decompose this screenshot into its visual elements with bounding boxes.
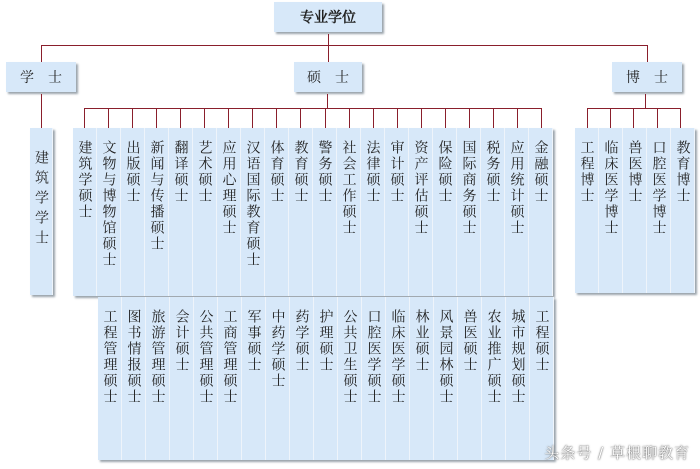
degree-item	[97, 128, 121, 296]
connector-root-down	[328, 34, 329, 64]
degree-item-label: 城市规划硕士	[509, 309, 526, 405]
degree-item-label: 公共卫生硕士	[341, 309, 358, 405]
degree-item	[385, 128, 409, 296]
degree-item	[409, 128, 433, 296]
category-label: 博 士	[626, 70, 668, 86]
degree-item-label: 体育硕士	[268, 140, 285, 204]
degree-item	[122, 297, 146, 460]
degree-item-label: 审计硕士	[388, 140, 405, 204]
degree-item-label: 社会工作硕士	[340, 140, 357, 236]
degree-item	[217, 128, 241, 296]
connector-tick	[469, 108, 470, 128]
connector-tick	[108, 108, 109, 128]
degree-item	[169, 128, 193, 296]
degree-item	[530, 297, 554, 460]
degree-item-label: 税务硕士	[484, 140, 501, 204]
degree-item-label: 文物与博物馆硕士	[100, 140, 117, 268]
degree-item-label: 临床医学博士	[602, 140, 619, 236]
degree-item-label: 汉语国际教育硕士	[244, 140, 261, 268]
watermark: 头条号 / 草根聊教育	[544, 444, 690, 462]
connector-tick	[300, 108, 301, 128]
degree-item-label: 建筑学硕士	[76, 140, 93, 220]
degree-item	[289, 128, 313, 296]
connector-tick	[541, 108, 542, 128]
connector-tick	[493, 108, 494, 128]
degree-item	[671, 128, 695, 293]
degree-item	[599, 128, 623, 293]
bachelor-items	[30, 128, 53, 295]
connector-tick	[445, 108, 446, 128]
connector-tick	[680, 108, 681, 128]
degree-item-label: 出版硕士	[124, 140, 141, 204]
degree-item-label: 口腔医学硕士	[365, 309, 382, 405]
connector-tick	[373, 108, 374, 128]
degree-item-label: 图书情报硕士	[125, 309, 142, 405]
degree-item	[410, 297, 434, 460]
degree-item	[529, 128, 553, 296]
degree-item	[337, 128, 361, 296]
root-label: 专业学位	[300, 10, 356, 26]
connector-tick	[587, 108, 588, 128]
degree-item-label: 翻译硕士	[172, 140, 189, 204]
degree-item	[98, 297, 122, 460]
degree-item-label: 工程硕士	[533, 309, 550, 373]
connector-tick	[633, 108, 634, 128]
degree-item-label: 教育博士	[674, 140, 691, 204]
degree-item	[218, 297, 242, 460]
master-items-row2	[98, 297, 554, 460]
degree-item: 建筑学学士	[30, 128, 53, 295]
connector-tick	[204, 108, 205, 128]
degree-item-label: 应用统计硕士	[508, 140, 525, 236]
connector-tick	[610, 108, 611, 128]
degree-item	[170, 297, 194, 460]
degree-item	[575, 128, 599, 293]
degree-item-label: 会计硕士	[173, 309, 190, 373]
degree-item-label: 工程管理硕士	[101, 309, 118, 405]
degree-item-label: 口腔医学博士	[650, 140, 667, 236]
category-doctor	[612, 62, 682, 92]
degree-item	[361, 128, 385, 296]
degree-item	[290, 297, 314, 460]
degree-item	[338, 297, 362, 460]
degree-item	[362, 297, 386, 460]
connector-master-down	[327, 94, 328, 109]
degree-item	[314, 297, 338, 460]
degree-item-label: 护理硕士	[317, 309, 334, 373]
degree-item-label: 艺术硕士	[196, 140, 213, 204]
connector-tick	[325, 108, 326, 128]
connector-bachelor-child	[41, 94, 42, 128]
connector-tick	[252, 108, 253, 128]
connector-tick	[421, 108, 422, 128]
degree-item-label: 警务硕士	[316, 140, 333, 204]
connector-tick	[228, 108, 229, 128]
degree-item-label: 中药学硕士	[269, 309, 286, 389]
degree-item	[313, 128, 337, 296]
degree-item-label: 农业推广硕士	[485, 309, 502, 405]
degree-item	[434, 297, 458, 460]
degree-item-label: 兽医博士	[626, 140, 643, 204]
degree-item-label: 风景园林硕士	[437, 309, 454, 405]
degree-item	[265, 128, 289, 296]
degree-item	[433, 128, 457, 296]
degree-item-label: 林业硕士	[413, 309, 430, 373]
degree-item-label: 工程博士	[578, 140, 595, 204]
degree-item-label: 新闻与传播硕士	[148, 140, 165, 252]
degree-item	[73, 128, 97, 296]
degree-item-label: 兽医硕士	[461, 309, 478, 373]
degree-item	[458, 297, 482, 460]
degree-item	[194, 297, 218, 460]
category-master	[294, 62, 362, 92]
degree-item	[146, 297, 170, 460]
connector-bachelor-drop	[41, 45, 42, 62]
connector-tick	[84, 108, 85, 128]
connector-tick	[657, 108, 658, 128]
degree-item-label: 资产评估硕士	[412, 140, 429, 236]
category-bachelor	[6, 62, 76, 92]
degree-item-label: 军事硕士	[245, 309, 262, 373]
degree-item	[242, 297, 266, 460]
connector-tick	[517, 108, 518, 128]
degree-item	[623, 128, 647, 293]
degree-item	[193, 128, 217, 296]
connector-tick	[156, 108, 157, 128]
degree-item	[482, 297, 506, 460]
degree-item	[266, 297, 290, 460]
doctor-items	[575, 128, 695, 293]
degree-item-label: 国际商务硕士	[460, 140, 477, 236]
category-label: 学 士	[20, 70, 62, 86]
connector-doctor-down	[645, 94, 646, 109]
connector-tick	[397, 108, 398, 128]
category-label: 硕 士	[307, 70, 349, 86]
degree-item	[647, 128, 671, 293]
connector-tick	[180, 108, 181, 128]
degree-item	[121, 128, 145, 296]
degree-item-label: 教育硕士	[292, 140, 309, 204]
degree-item-label: 金融硕士	[532, 140, 549, 204]
root-node	[274, 2, 382, 32]
degree-item	[457, 128, 481, 296]
degree-item	[145, 128, 169, 296]
connector-master-horizontal	[84, 108, 541, 109]
degree-item-label: 药学硕士	[293, 309, 310, 373]
degree-item-label: 旅游管理硕士	[149, 309, 166, 405]
degree-item	[386, 297, 410, 460]
degree-item-label: 法律硕士	[364, 140, 381, 204]
degree-item	[505, 128, 529, 296]
connector-main-horizontal	[41, 45, 648, 46]
degree-item-label: 保险硕士	[436, 140, 453, 204]
degree-item-label: 工商管理硕士	[221, 309, 238, 405]
degree-item-label: 公共管理硕士	[197, 309, 214, 405]
degree-item-label: 应用心理硕士	[220, 140, 237, 236]
degree-item	[481, 128, 505, 296]
degree-item-label: 临床医学硕士	[389, 309, 406, 405]
connector-doctor-drop	[647, 45, 648, 62]
degree-item	[241, 128, 265, 296]
connector-tick	[349, 108, 350, 128]
master-items-row1	[73, 128, 553, 296]
connector-tick	[276, 108, 277, 128]
degree-item	[506, 297, 530, 460]
connector-tick	[132, 108, 133, 128]
